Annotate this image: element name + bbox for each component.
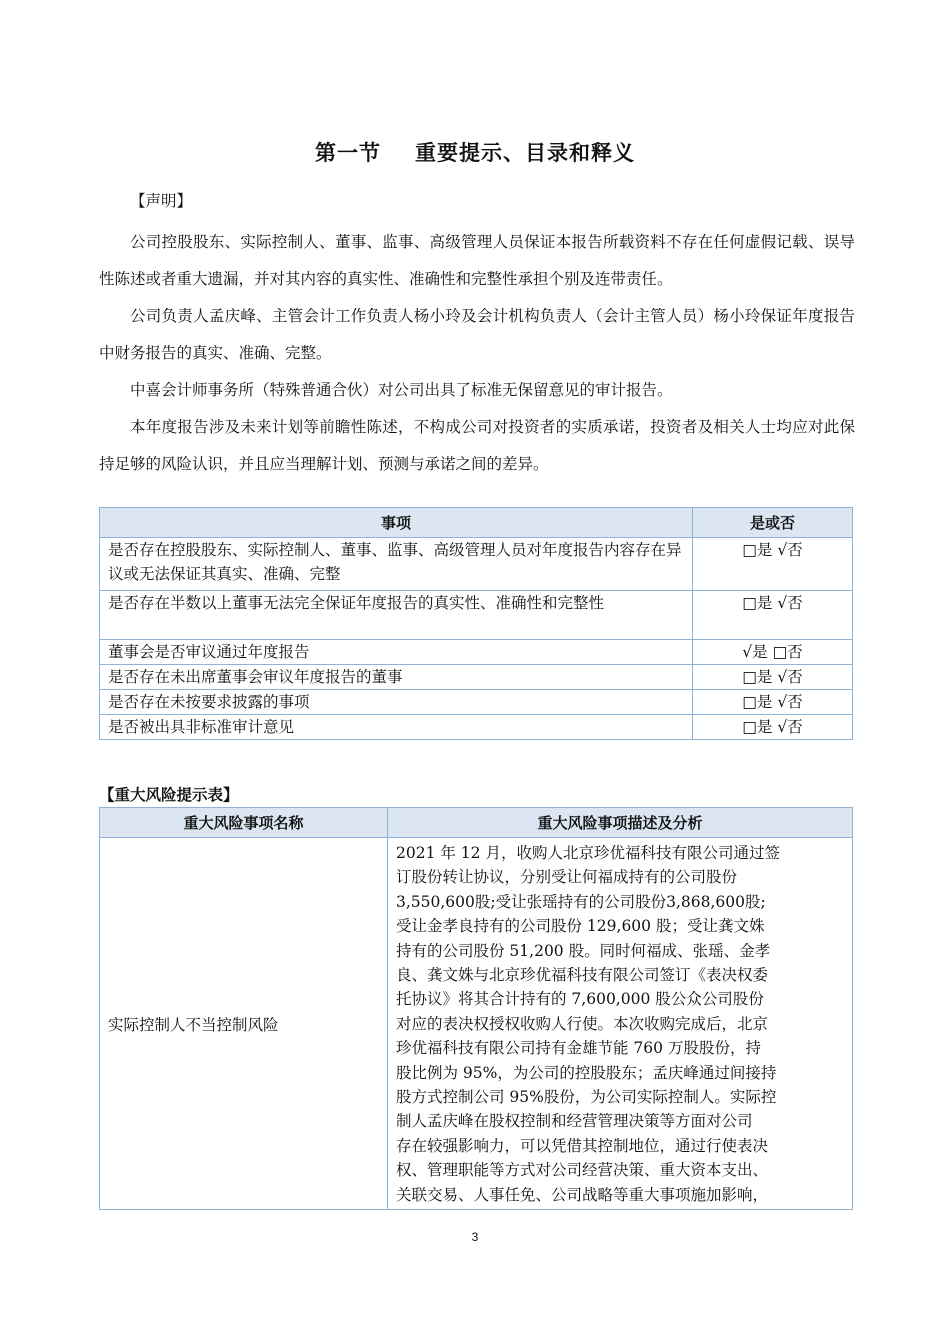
matter-item: 是否被出具非标准审计意见 bbox=[100, 715, 693, 740]
description-line: 受让金孝良持有的公司股份 129,600 股；受让龚文姝 bbox=[396, 917, 765, 936]
description-line: 持有的公司股份 51,200 股。同时何福成、张瑶、金孝 bbox=[396, 941, 771, 960]
section-heading: 重要提示、目录和释义 bbox=[415, 141, 635, 165]
matter-item: 是否存在未出席董事会审议年度报告的董事 bbox=[100, 665, 693, 690]
table-row bbox=[100, 690, 853, 715]
table-row bbox=[100, 665, 853, 690]
section-title bbox=[0, 137, 950, 167]
description-line: 权、管理职能等方式对公司经营决策、重大资本支出、 bbox=[396, 1161, 769, 1180]
risk-table bbox=[99, 807, 853, 1210]
table-row bbox=[100, 715, 853, 740]
description-line: 存在较强影响力，可以凭借其控制地位，通过行使表决 bbox=[396, 1136, 769, 1155]
paragraph-text: 公司控股股东、实际控制人、董事、监事、高级管理人员保证本报告所载资料不存在任何虚假记载、误导性陈述或者重大遗漏，并对其内容的真实性、准确性和完整性承担个别及连带责任。 bbox=[99, 233, 855, 288]
matters-table-header bbox=[100, 508, 853, 538]
description-line: 股比例为 95%，为公司的控股股东；孟庆峰通过间接持 bbox=[396, 1063, 777, 1082]
description-line: 股方式控制公司 95%股份，为公司实际控制人。实际控 bbox=[396, 1088, 777, 1107]
statement-paragraph-4 bbox=[99, 409, 855, 483]
paragraph-text: 中喜会计师事务所（特殊普通合伙）对公司出具了标准无保留意见的审计报告。 bbox=[130, 381, 673, 399]
matter-answer: □是 √否 bbox=[693, 591, 853, 640]
risk-description bbox=[388, 838, 853, 1210]
table-row bbox=[100, 838, 853, 1210]
matter-answer: □是 √否 bbox=[693, 715, 853, 740]
description-line: 托协议》将其合计持有的 7,600,000 股公众公司股份 bbox=[396, 990, 764, 1009]
header-risk-name: 重大风险事项名称 bbox=[100, 808, 388, 838]
matter-answer: □是 √否 bbox=[693, 665, 853, 690]
table-row bbox=[100, 640, 853, 665]
matter-item: 是否存在半数以上董事无法完全保证年度报告的真实性、准确性和完整性 bbox=[100, 591, 693, 640]
matter-answer: √是 □否 bbox=[693, 640, 853, 665]
declaration-label: 【声明】 bbox=[130, 192, 193, 210]
matter-answer: □是 √否 bbox=[693, 690, 853, 715]
risk-name: 实际控制人不当控制风险 bbox=[100, 838, 388, 1210]
description-line: 良、龚文姝与北京珍优福科技有限公司签订《表决权委 bbox=[396, 966, 769, 985]
table-row bbox=[100, 591, 853, 640]
description-line: 关联交易、人事任免、公司战略等重大事项施加影响， bbox=[396, 1185, 769, 1204]
statement-paragraph-2 bbox=[99, 298, 855, 372]
matter-item: 董事会是否审议通过年度报告 bbox=[100, 640, 693, 665]
header-answer: 是或否 bbox=[693, 508, 853, 538]
description-line: 对应的表决权授权收购人行使。本次收购完成后，北京 bbox=[396, 1014, 769, 1033]
header-risk-description: 重大风险事项描述及分析 bbox=[388, 808, 853, 838]
description-line: 3,550,600股;受让张瑶持有的公司股份3,868,600股; bbox=[396, 892, 766, 911]
matters-table bbox=[99, 507, 853, 740]
matter-item: 是否存在未按要求披露的事项 bbox=[100, 690, 693, 715]
paragraph-text: 公司负责人孟庆峰、主管会计工作负责人杨小玲及会计机构负责人（会计主管人员）杨小玲保证年度报告中财务报告的真实、准确、完整。 bbox=[99, 307, 855, 362]
description-line: 珍优福科技有限公司持有金雄节能 760 万股股份，持 bbox=[396, 1039, 761, 1058]
paragraph-text: 本年度报告涉及未来计划等前瞻性陈述，不构成公司对投资者的实质承诺，投资者及相关人士均应对此保持足够的风险认识，并且应当理解计划、预测与承诺之间的差异。 bbox=[99, 418, 855, 473]
statement-paragraph-1 bbox=[99, 224, 855, 298]
description-line: 制人孟庆峰在股权控制和经营管理决策等方面对公司 bbox=[396, 1112, 753, 1131]
page-number: 3 bbox=[471, 1230, 479, 1244]
section-number: 第一节 bbox=[315, 141, 381, 165]
matter-item: 是否存在控股股东、实际控制人、董事、监事、高级管理人员对年度报告内容存在异议或无法保证其真实、准确、完整 bbox=[100, 538, 693, 591]
risk-table-header bbox=[100, 808, 853, 838]
risk-section-title: 【重大风险提示表】 bbox=[99, 786, 239, 804]
matter-answer: □是 √否 bbox=[693, 538, 853, 591]
table-row bbox=[100, 538, 853, 591]
statement-paragraph-3 bbox=[99, 372, 855, 409]
header-item: 事项 bbox=[100, 508, 693, 538]
description-line: 订股份转让协议，分别受让何福成持有的公司股份 bbox=[396, 868, 738, 887]
description-line: 2021 年 12 月，收购人北京珍优福科技有限公司通过签 bbox=[396, 844, 780, 862]
